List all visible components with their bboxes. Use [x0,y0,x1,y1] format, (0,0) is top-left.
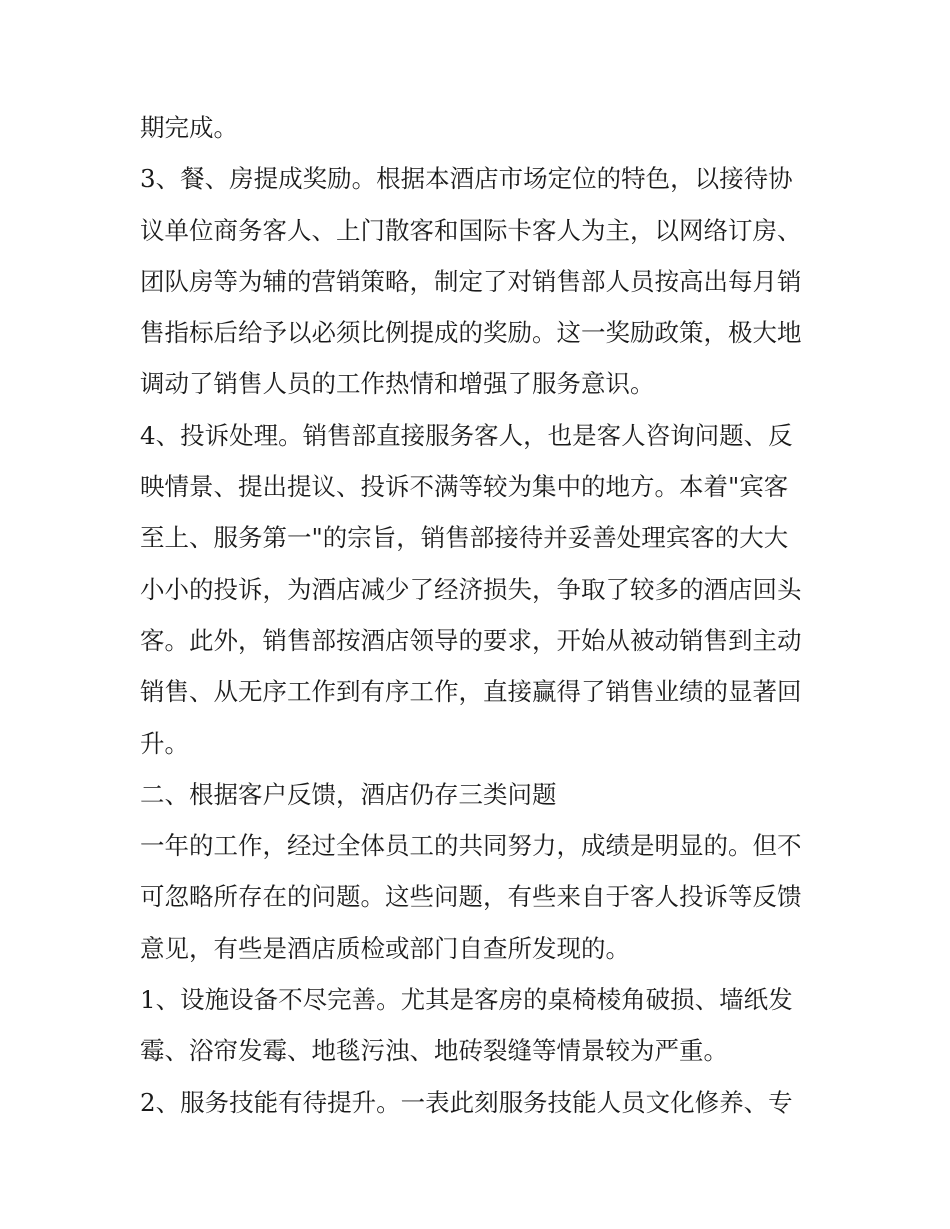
text-line: 升。 [140,728,189,758]
text-line: 映情景、提出提议、投诉不满等较为集中的地方。本着"宾客 [140,472,789,502]
text-line: 3、餐、房提成奖励。根据本酒店市场定位的特色，以接待协 [140,164,793,194]
text-line: 一年的工作，经过全体员工的共同努力，成绩是明显的。但不 [140,831,802,861]
text-line: 销售、从无序工作到有序工作，直接赢得了销售业绩的显著回 [140,677,802,707]
text-line: 意见，有些是酒店质检或部门自查所发现的。 [140,933,630,963]
document-body [140,108,820,1134]
text-line: 4、投诉处理。销售部直接服务客人，也是客人咨询问题、反 [140,420,793,450]
text-line: 至上、服务第一"的宗旨，销售部接待并妥善处理宾客的大大 [140,523,789,553]
text-line: 可忽略所存在的问题。这些问题，有些来自于客人投诉等反馈 [140,882,802,912]
text-line: 霉、浴帘发霉、地毯污浊、地砖裂缝等情景较为严重。 [140,1036,728,1066]
text-line: 调动了销售人员的工作热情和增强了服务意识。 [140,369,655,399]
text-line: 2、服务技能有待提升。一表此刻服务技能人员文化修养、专 [140,1087,793,1117]
text-line: 期完成。 [140,113,238,142]
text-line: 1、设施设备不尽完善。尤其是客房的桌椅棱角破损、墙纸发 [140,985,793,1015]
text-line: 议单位商务客人、上门散客和国际卡客人为主，以网络订房、 [140,215,802,245]
text-line: 团队房等为辅的营销策略，制定了对销售部人员按高出每月销 [140,266,802,296]
text-line: 售指标后给予以必须比例提成的奖励。这一奖励政策，极大地 [140,318,802,348]
text-line: 客。此外，销售部按酒店领导的要求，开始从被动销售到主动 [140,625,802,655]
text-line: 小小的投诉，为酒店减少了经济损失，争取了较多的酒店回头 [140,574,802,604]
section-heading: 二、根据客户反馈，酒店仍存三类问题 [140,779,557,809]
